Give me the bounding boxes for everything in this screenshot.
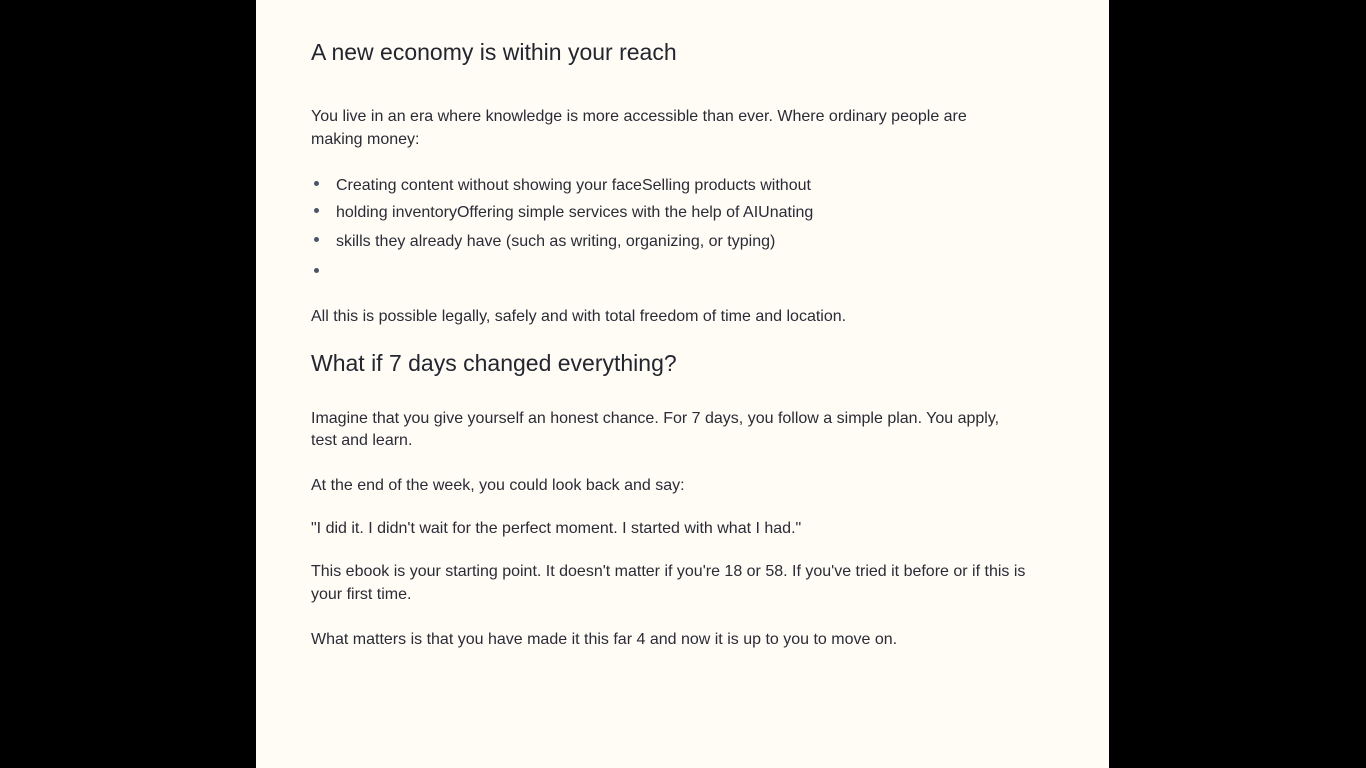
list-item-text: holding inventoryOffering simple services with the help of AIUnating (336, 204, 814, 221)
document-page (256, 0, 1109, 768)
imagine-paragraph: Imagine that you give yourself an honest chance. For 7 days, you follow a simple plan. You apply, test and learn. (311, 410, 1000, 449)
bullet-dot-icon (314, 208, 319, 213)
legal-paragraph: All this is possible legally, safely and with total freedom of time and location. (311, 308, 847, 325)
bullet-list (311, 174, 1011, 284)
end-of-week-paragraph: At the end of the week, you could look back and say: (311, 477, 685, 494)
ebook-paragraph: This ebook is your starting point. It doesn't matter if you're 18 or 58. If you've tried it before or if this is your first time. (311, 563, 1026, 603)
quote-paragraph: "I did it. I didn't wait for the perfect moment. I started with what I had." (311, 520, 802, 537)
list-item-text: Creating content without showing your faceSelling products without (336, 177, 811, 194)
bullet-dot-icon (314, 181, 319, 186)
list-item (311, 230, 1011, 253)
bullet-dot-icon (314, 268, 319, 273)
list-item (311, 174, 1011, 197)
heading-new-economy: A new economy is within your reach (311, 39, 677, 65)
list-item-text: skills they already have (such as writing, organizing, or typing) (336, 233, 776, 250)
intro-paragraph: You live in an era where knowledge is more accessible than ever. Where ordinary people are making money: (311, 108, 967, 148)
list-item (311, 261, 1011, 284)
matters-paragraph: What matters is that you have made it this far 4 and now it is up to you to move on. (311, 631, 898, 648)
list-item (311, 201, 1011, 224)
bullet-dot-icon (314, 237, 319, 242)
heading-seven-days: What if 7 days changed everything? (311, 350, 677, 376)
